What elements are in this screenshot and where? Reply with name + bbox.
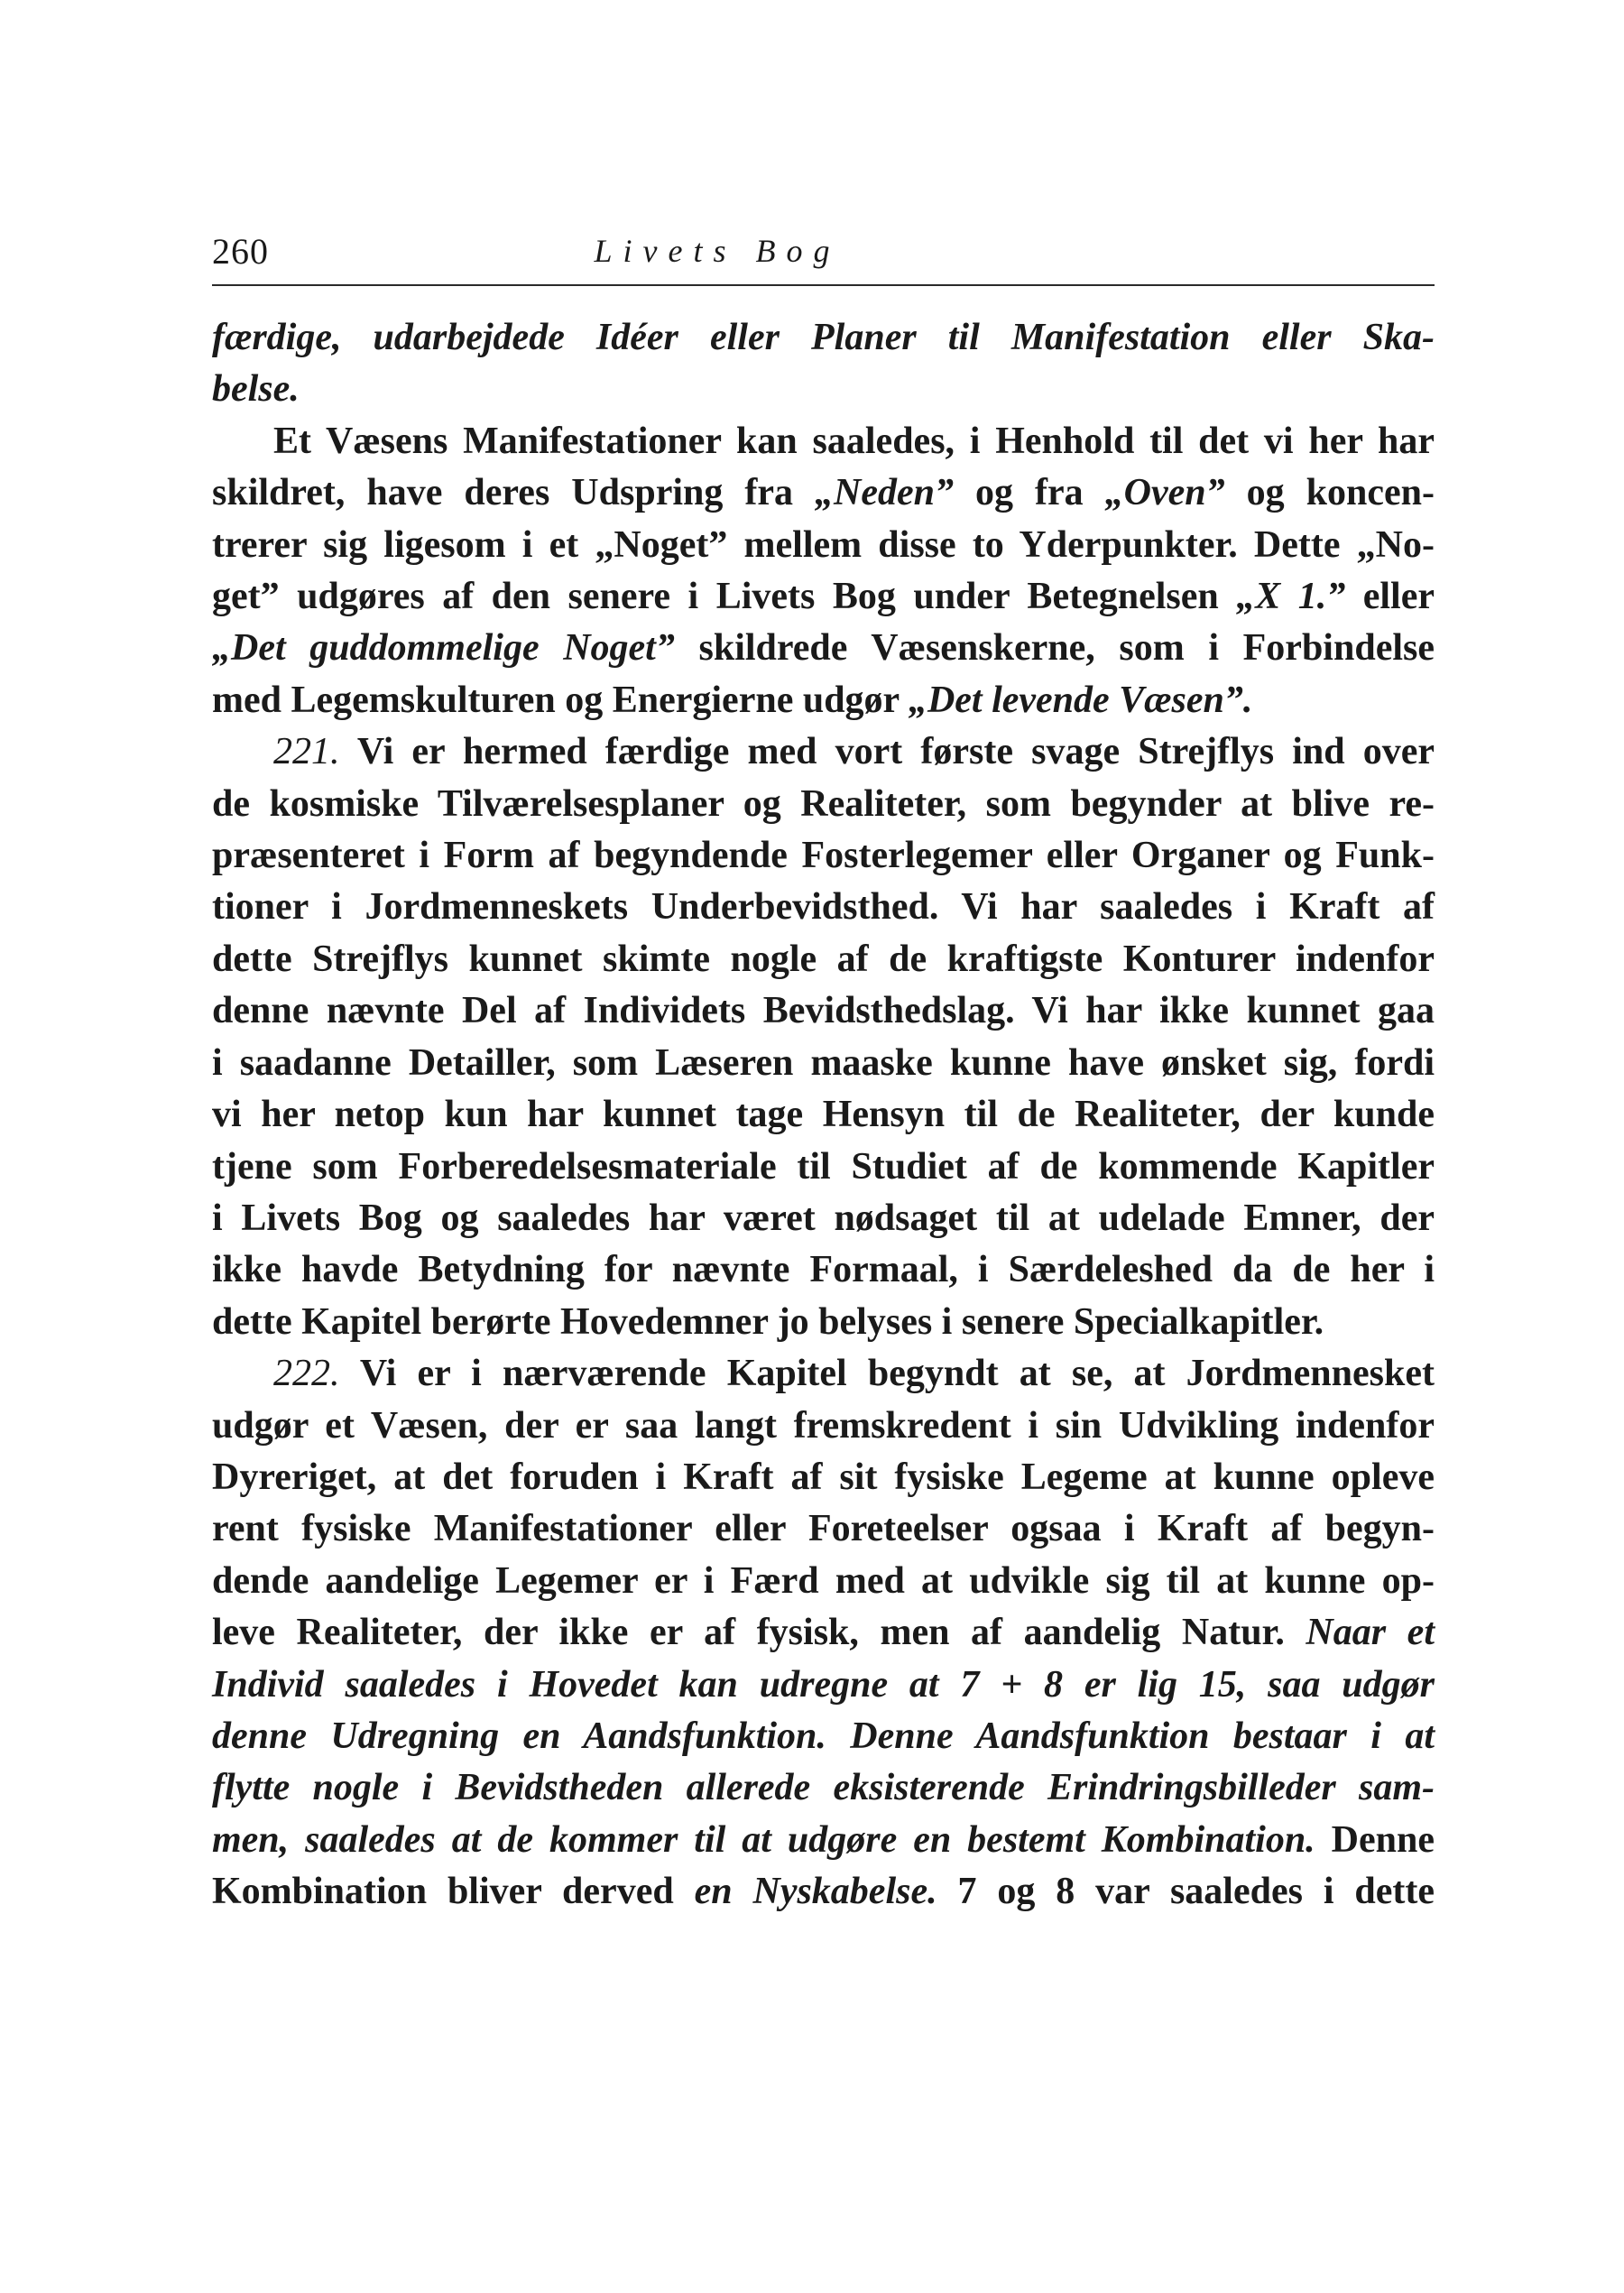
text-line: vi her netop kun har kunnet tage Hensyn til de Realiteter, der kunde <box>212 1094 1435 1136</box>
text-line: „Det guddommelige Noget” skildrede Væsenskerne, som i Forbindelse <box>212 627 1435 670</box>
text-line: dette Strejflys kunnet skimte nogle af de kraftigste Konturer indenfor <box>212 938 1435 980</box>
text-line: Et Væsens Manifestationer kan saaledes, i Henhold til det vi her har <box>273 420 1435 462</box>
text-line: i saadanne Detailler, som Læseren maaske kunne have ønsket sig, fordi <box>212 1041 1435 1084</box>
body-text <box>212 312 1435 1919</box>
text-line: rent fysiske Manifestationer eller Foreteelser ogsaa i Kraft af begyn- <box>212 1508 1435 1550</box>
text-line: leve Realiteter, der ikke er af fysisk, men af aandelig Natur. Naar et <box>212 1612 1435 1654</box>
text-line: de kosmiske Tilværelsesplaner og Realiteter, som begynder at blive re- <box>212 782 1435 825</box>
page-header <box>212 230 1435 284</box>
text-line: denne Udregning en Aandsfunktion. Denne Aandsfunktion bestaar i at <box>212 1715 1435 1757</box>
text-line: men, saaledes at de kommer til at udgøre en bestemt Kombination. Denne <box>212 1818 1435 1861</box>
text-line: trerer sig ligesom i et „Noget” mellem disse to Yderpunkter. Dette „No- <box>212 523 1435 566</box>
text-line: get” udgøres af den senere i Livets Bog under Betegnelsen „X 1.” eller <box>212 576 1435 618</box>
text-line: tioner i Jordmenneskets Underbevidsthed. Vi har saaledes i Kraft af <box>212 886 1435 929</box>
text-line: 221. Vi er hermed færdige med vort første svage Strejflys ind over <box>273 731 1435 773</box>
text-line: tjene som Forberedelsesmateriale til Studiet af de kommende Kapitler <box>212 1145 1435 1188</box>
header-rule <box>212 284 1435 286</box>
text-line: Dyreriget, at det foruden i Kraft af sit fysiske Legeme at kunne opleve <box>212 1456 1435 1498</box>
text-line: Individ saaledes i Hovedet kan udregne at 7 + 8 er lig 15, saa udgør <box>212 1663 1435 1706</box>
running-title: Livets Bog <box>594 233 841 269</box>
text-line: dende aandelige Legemer er i Færd med at udvikle sig til at kunne op- <box>212 1559 1435 1602</box>
text-line: præsenteret i Form af begyndende Fosterlegemer eller Organer og Funk- <box>212 835 1435 877</box>
text-line: flytte nogle i Bevidstheden allerede eksisterende Erindringsbilleder sam- <box>212 1767 1435 1809</box>
text-line: i Livets Bog og saaledes har været nødsaget til at udelade Emner, der <box>212 1197 1435 1239</box>
text-line: Kombination bliver derved en Nyskabelse. 7 og 8 var saaledes i dette <box>212 1871 1435 1913</box>
section-number: 221. <box>273 731 340 773</box>
text-line: skildret, have deres Udspring fra „Neden” og fra „Oven” og koncen- <box>212 472 1435 514</box>
text-line: færdige, udarbejdede Idéer eller Planer til Manifestation eller Ska- <box>212 317 1435 358</box>
text-line: dette Kapitel berørte Hovedemner jo belyses i senere Specialkapitler. <box>212 1300 1324 1343</box>
text-line: med Legemskulturen og Energierne udgør „Det levende Væsen”. <box>212 679 1253 721</box>
page-number: 260 <box>212 231 269 272</box>
text-line: denne nævnte Del af Individets Bevidsthedslag. Vi har ikke kunnet gaa <box>212 990 1435 1032</box>
text-line: ikke havde Betydning for nævnte Formaal, i Særdeleshed da de her i <box>212 1249 1435 1291</box>
text-line: 222. Vi er i nærværende Kapitel begyndt at se, at Jordmennesket <box>273 1353 1435 1395</box>
text-line: udgør et Væsen, der er saa langt fremskredent i sin Udvikling indenfor <box>212 1404 1435 1447</box>
section-number: 222. <box>273 1353 340 1395</box>
text-line: belse. <box>212 368 300 411</box>
